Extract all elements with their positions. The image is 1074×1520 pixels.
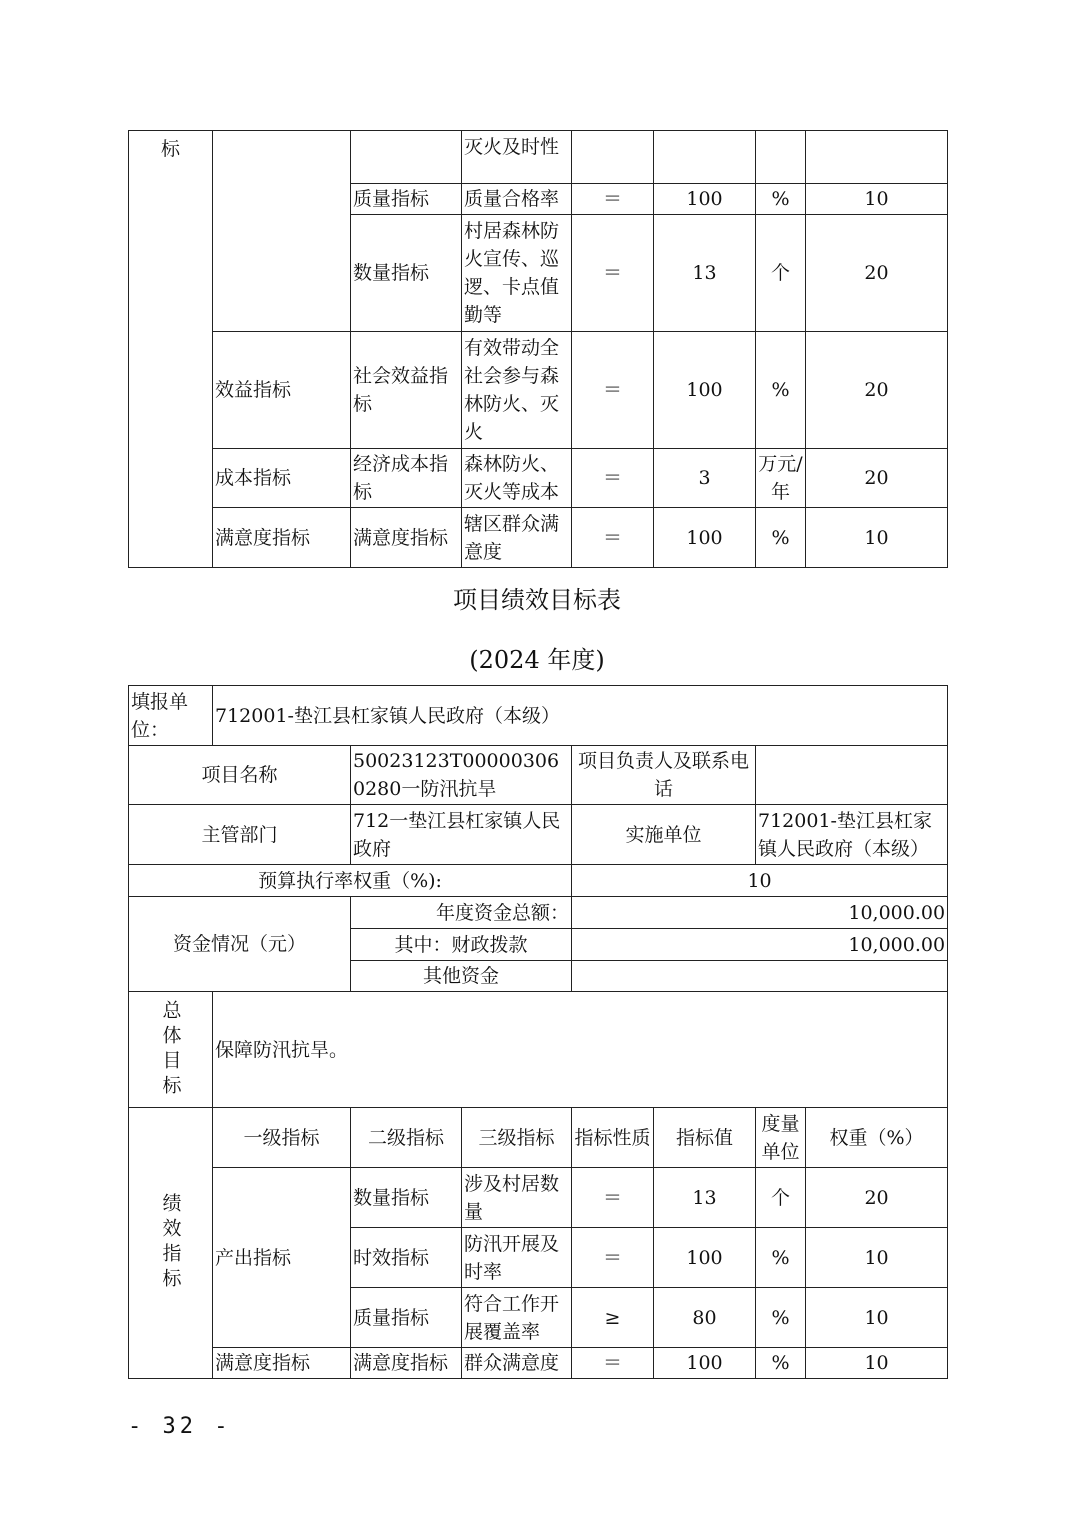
header-level3: 三级指标 (462, 1108, 572, 1168)
cell-level2: 数量指标 (351, 215, 462, 332)
cell-level2: 质量指标 (351, 184, 462, 215)
dept-label: 主管部门 (129, 805, 351, 865)
cell-weight: 20 (806, 449, 948, 508)
funds-other-value (572, 961, 948, 992)
cell-unit: 个 (756, 1168, 806, 1228)
cell-level3: 质量合格率 (462, 184, 572, 215)
cell-nature: ＝ (572, 332, 654, 449)
contact-label: 项目负责人及联系电话 (572, 746, 756, 805)
cell-unit: % (756, 1348, 806, 1379)
cell-nature: ＝ (572, 1348, 654, 1379)
cell-level2: 时效指标 (351, 1228, 462, 1288)
cell-nature: ＝ (572, 449, 654, 508)
cell-weight: 20 (806, 1168, 948, 1228)
overall-goal-label: 总体目标 (129, 992, 213, 1108)
cell-level3: 有效带动全社会参与森林防火、灭火 (462, 332, 572, 449)
cell-unit: 个 (756, 215, 806, 332)
header-level2: 二级指标 (351, 1108, 462, 1168)
cell-value: 100 (654, 1348, 756, 1379)
funds-other-label: 其他资金 (351, 961, 572, 992)
cell-level1: 满意度指标 (213, 1348, 351, 1379)
header-nature: 指标性质 (572, 1108, 654, 1168)
cell-level2: 满意度指标 (351, 1348, 462, 1379)
cell-nature: ＝ (572, 184, 654, 215)
funds-label: 资金情况（元） (129, 897, 351, 992)
cell-unit: % (756, 508, 806, 568)
cell-value (654, 131, 756, 184)
cell-level3: 涉及村居数量 (462, 1168, 572, 1228)
cell-weight (806, 131, 948, 184)
budget-weight-label: 预算执行率权重（%): (129, 865, 572, 897)
cell-nature: ＝ (572, 1168, 654, 1228)
cell-value: 100 (654, 184, 756, 215)
cell-level1: 效益指标 (213, 332, 351, 449)
cell-nature: ＝ (572, 508, 654, 568)
cell-weight: 10 (806, 184, 948, 215)
cell-level1: 成本指标 (213, 449, 351, 508)
top-indicator-table (128, 130, 948, 568)
cell-nature: ＝ (572, 1228, 654, 1288)
dept-value: 712一垫江县杠家镇人民政府 (351, 805, 572, 865)
cell-level1: 产出指标 (213, 1168, 351, 1348)
cell-nature: ≥ (572, 1288, 654, 1348)
cell-level3: 群众满意度 (462, 1348, 572, 1379)
cell-unit: % (756, 184, 806, 215)
cell-unit: 万元/年 (756, 449, 806, 508)
funds-total-value: 10,000.00 (572, 897, 948, 929)
page-number: - 32 - (128, 1414, 232, 1439)
cell-value: 80 (654, 1288, 756, 1348)
performance-target-table (128, 685, 948, 1379)
cell-unit (756, 131, 806, 184)
project-name-value: 50023123T000003060280一防汛抗旱 (351, 746, 572, 805)
cell-weight: 10 (806, 508, 948, 568)
cell-nature: ＝ (572, 215, 654, 332)
cell-level2: 满意度指标 (351, 508, 462, 568)
cell-value: 100 (654, 1228, 756, 1288)
cell-weight: 20 (806, 332, 948, 449)
cell-value: 100 (654, 332, 756, 449)
impl-value: 712001-垫江县杠家镇人民政府（本级） (756, 805, 948, 865)
cell-level2: 质量指标 (351, 1288, 462, 1348)
project-name-label: 项目名称 (129, 746, 351, 805)
performance-indicator-label: 绩效指标 (129, 1108, 213, 1379)
header-unit: 度量单位 (756, 1108, 806, 1168)
cell-level1: 满意度指标 (213, 508, 351, 568)
fill-unit-label: 填报单位： (129, 686, 213, 746)
cell-level3: 辖区群众满意度 (462, 508, 572, 568)
cell-level0-label: 标 (129, 131, 213, 568)
contact-value (756, 746, 948, 805)
cell-value: 3 (654, 449, 756, 508)
cell-weight: 10 (806, 1288, 948, 1348)
cell-level3: 灭火及时性 (462, 131, 572, 184)
cell-value: 13 (654, 215, 756, 332)
cell-level3: 防汛开展及时率 (462, 1228, 572, 1288)
cell-level2: 社会效益指标 (351, 332, 462, 449)
cell-level3: 村居森林防火宣传、巡逻、卡点值勤等 (462, 215, 572, 332)
cell-level2: 经济成本指标 (351, 449, 462, 508)
impl-label: 实施单位 (572, 805, 756, 865)
cell-level1-empty (213, 131, 351, 332)
cell-level3: 符合工作开展覆盖率 (462, 1288, 572, 1348)
cell-unit: % (756, 1288, 806, 1348)
header-value: 指标值 (654, 1108, 756, 1168)
cell-value: 13 (654, 1168, 756, 1228)
funds-total-label: 年度资金总额： (351, 897, 572, 929)
cell-nature (572, 131, 654, 184)
cell-unit: % (756, 332, 806, 449)
header-level1: 一级指标 (213, 1108, 351, 1168)
cell-level2 (351, 131, 462, 184)
cell-level2: 数量指标 (351, 1168, 462, 1228)
budget-weight-value: 10 (572, 865, 948, 897)
header-weight: 权重（%） (806, 1108, 948, 1168)
cell-level3: 森林防火、灭火等成本 (462, 449, 572, 508)
funds-fiscal-value: 10,000.00 (572, 929, 948, 961)
cell-value: 100 (654, 508, 756, 568)
cell-unit: % (756, 1228, 806, 1288)
overall-goal-value: 保障防汛抗旱。 (213, 992, 948, 1108)
page-subtitle: (2024 年度) (469, 646, 605, 674)
cell-weight: 10 (806, 1228, 948, 1288)
cell-weight: 20 (806, 215, 948, 332)
fill-unit-value: 712001-垫江县杠家镇人民政府（本级） (213, 686, 948, 746)
page-title: 项目绩效目标表 (453, 586, 621, 614)
funds-fiscal-label: 其中：财政拨款 (351, 929, 572, 961)
cell-weight: 10 (806, 1348, 948, 1379)
